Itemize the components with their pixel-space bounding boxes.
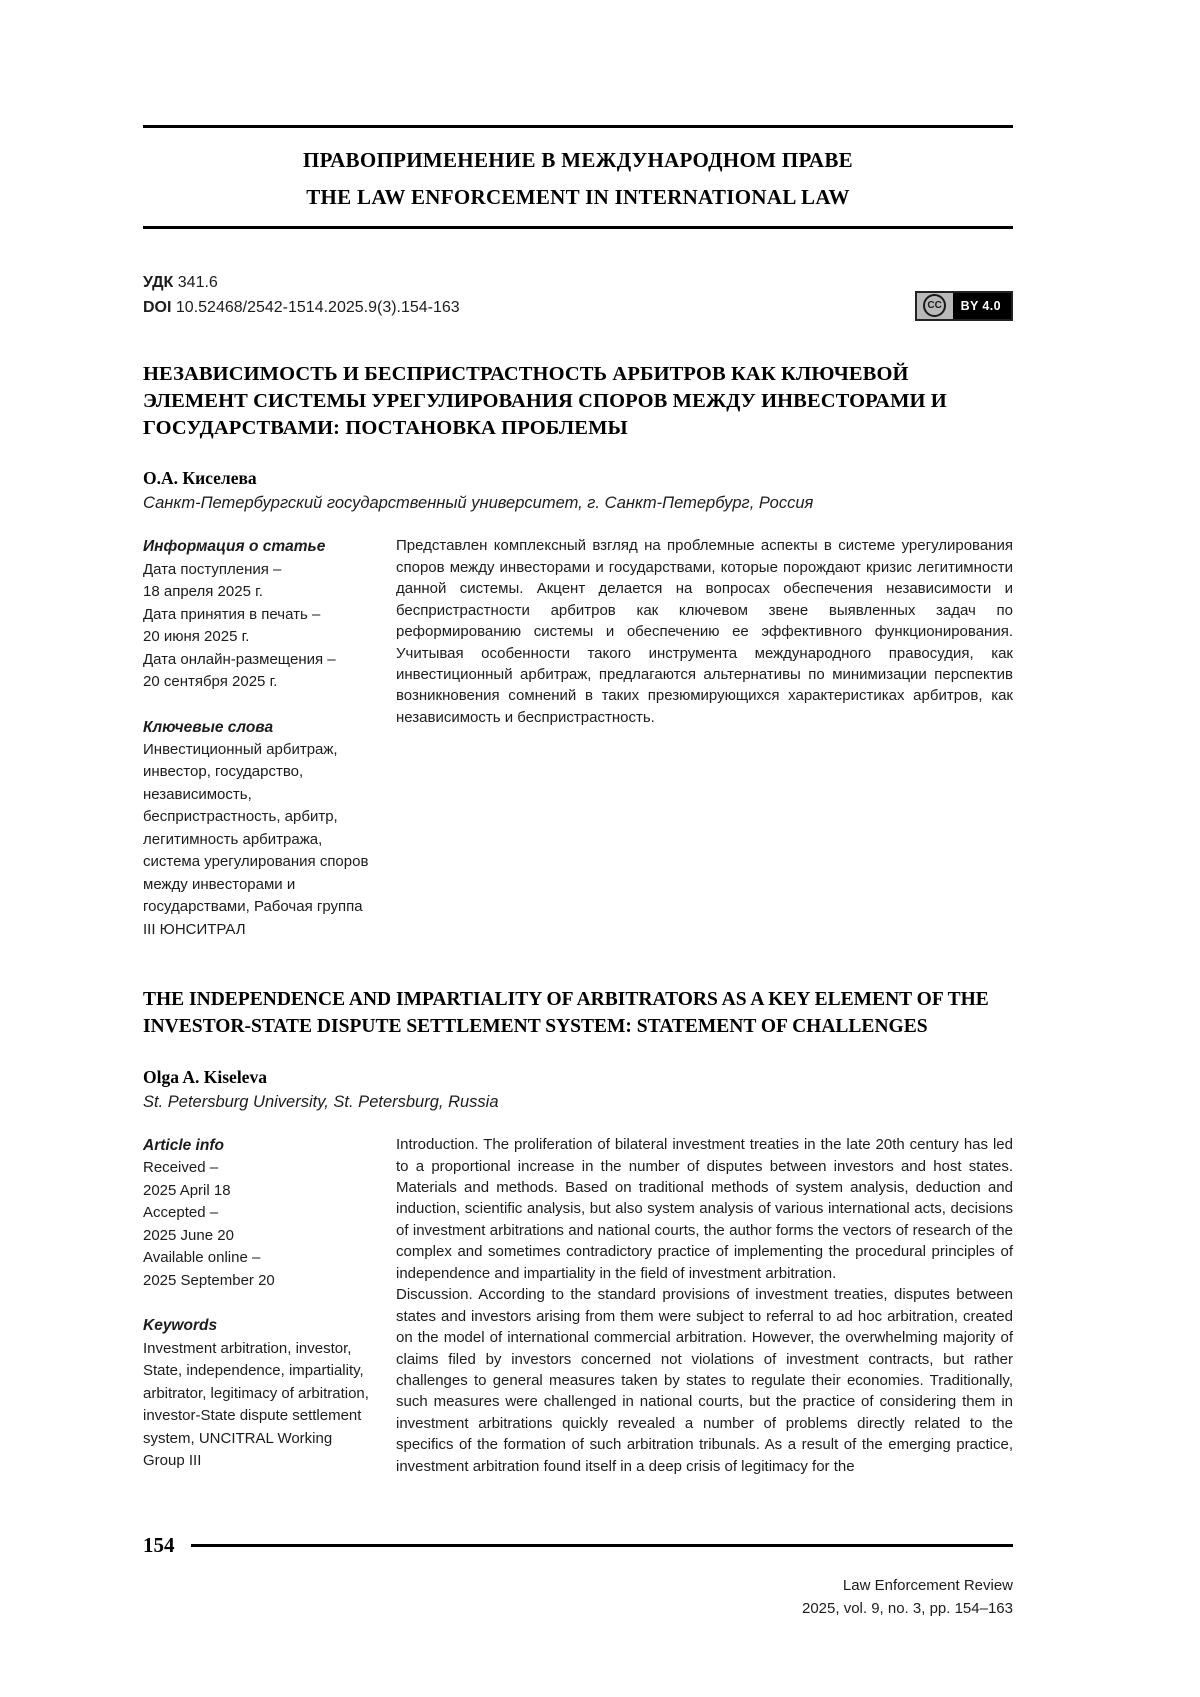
keywords-heading-ru: Ключевые слова — [143, 718, 274, 736]
udc-value: 341.6 — [177, 274, 218, 291]
doi-value: 10.52468/2542-1514.2025.9(3).154-163 — [175, 298, 460, 316]
cc-license-label: BY 4.0 — [953, 293, 1011, 319]
cc-logo — [917, 293, 953, 319]
abstract-en — [396, 1134, 1013, 1477]
cc-by-license-badge — [915, 291, 1013, 321]
article-info-column-ru — [143, 535, 376, 941]
journal-title-en: THE LAW ENFORCEMENT IN INTERNATIONAL LAW — [306, 185, 850, 209]
abstract-paragraph-en-2: Discussion. According to the standard provisions of investment treaties, disputes between states and investors arising from them were subject to referral to ad hoc arbitration, created on the model of international commercial arbitration. However, the overwhelming majority of claims filed by investors concerned not violations of investment contracts, but rather challenges to general measures taken by states to regulate their economies. Traditionally, such measures were challenged in national courts, but the practice of considering them in investment arbitrations quickly revealed a number of problems directly related to the specifics of the formation of such arbitration tribunals. As a result of the emerging practice, investment arbitration found itself in a deep crisis of legitimacy for the — [396, 1286, 1013, 1475]
author-ru: О.А. Киселева — [143, 468, 257, 489]
article-info-column-en — [143, 1134, 376, 1477]
keywords-text-ru: Инвестиционный арбитраж, инвестор, государство, независимость, беспристрастность, арбитр, легитимность арбитража, система урегулирования споров между инвесторами и государствами, Рабочая группа III ЮНСИТРАЛ — [143, 740, 369, 938]
article-title-en: THE INDEPENDENCE AND IMPARTIALITY OF ARBITRATORS AS A KEY ELEMENT OF THE INVESTOR-STATE DISPUTE SETTLEMENT SYSTEM: STATEMENT OF CHALLENGES — [143, 989, 989, 1038]
doi-label: DOI — [143, 298, 172, 316]
keywords-text-en: Investment arbitration, investor, State, independence, impartiality, arbitrator, legitimacy of arbitration, investor-State dispute settlement system, UNCITRAL Working Group III — [143, 1339, 369, 1470]
udc-line — [143, 271, 460, 296]
russian-info-abstract-section — [143, 535, 1013, 941]
article-info-heading-ru: Информация о статье — [143, 538, 326, 556]
footer-issue-info: 2025, vol. 9, no. 3, pp. 154–163 — [801, 1600, 1013, 1618]
article-info-dates-en: Received – 2025 April 18 Accepted – 2025 June 20 Available online – 2025 September 20 — [143, 1159, 275, 1289]
abstract-paragraph-ru: Представлен комплексный взгляд на проблемные аспекты в системе урегулирования споров между инвесторами и государствами, которые порождают кризис легитимности данной системы. Акцент делается на вопросах обеспечения независимости и беспристрастности арбитров как ключевом звене выявленных задач по реформированию системы и обеспечению ее эффективного функционирования. Учитывая особенности такого инструмента международного правосудия, как инвестиционный арбитраж, предлагаются альтернативы по минимизации перспектив возникновения сомнений в таких презюмирующихся характеристиках арбитров, как независимость и беспристрастность. — [396, 537, 1013, 726]
author-en: Olga A. Kiseleva — [143, 1067, 267, 1088]
keywords-block-ru — [143, 716, 376, 942]
udc-doi-block — [143, 271, 460, 321]
meta-row — [143, 271, 1013, 321]
keywords-block-en — [143, 1314, 376, 1472]
abstract-ru — [396, 535, 1013, 941]
footer-journal-name: Law Enforcement Review — [842, 1577, 1013, 1595]
article-title-ru: НЕЗАВИСИМОСТЬ И БЕСПРИСТРАСТНОСТЬ АРБИТРОВ КАК КЛЮЧЕВОЙ ЭЛЕМЕНТ СИСТЕМЫ УРЕГУЛИРОВАНИЯ СПОРОВ МЕЖДУ ИНВЕСТОРАМИ И ГОСУДАРСТВАМИ: ПОСТАНОВКА ПРОБЛЕМЫ — [143, 362, 947, 440]
footer-divider — [191, 1544, 1014, 1547]
article-info-dates-ru: Дата поступления – 18 апреля 2025 г. Дата принятия в печать – 20 июня 2025 г. Дата онлайн-размещения – 20 сентября 2025 г. — [143, 560, 336, 691]
keywords-heading-en: Keywords — [143, 1317, 218, 1335]
article-info-heading-en: Article info — [143, 1137, 224, 1155]
cc-circle-icon: CC — [923, 294, 946, 317]
doi-line — [143, 296, 460, 321]
abstract-paragraph-en-1: Introduction. The proliferation of bilateral investment treaties in the late 20th century has led to a proportional increase in the number of disputes between investors and host states. Materials and methods. Based on traditional methods of system analysis, deduction and induction, scientific analysis, but also system analysis of various international acts, decisions of investment arbitrations and national courts, the author forms the vectors of research of the complex and sometimes contradictory practice of implementing the procedural principles of independence and impartiality in the field of investment arbitration. — [396, 1136, 1013, 1282]
journal-header — [143, 125, 1013, 229]
footer-citation — [143, 1574, 1013, 1621]
footer-rule-row — [143, 1533, 1013, 1558]
affiliation-en: St. Petersburg University, St. Petersburg, Russia — [143, 1093, 499, 1112]
journal-title-ru: ПРАВОПРИМЕНЕНИЕ В МЕЖДУНАРОДНОМ ПРАВЕ — [303, 148, 853, 172]
affiliation-ru: Санкт-Петербургский государственный университет, г. Санкт-Петербург, Россия — [143, 494, 814, 513]
page-number: 154 — [143, 1533, 175, 1558]
english-info-abstract-section — [143, 1134, 1013, 1477]
udc-label: УДК — [143, 274, 174, 291]
